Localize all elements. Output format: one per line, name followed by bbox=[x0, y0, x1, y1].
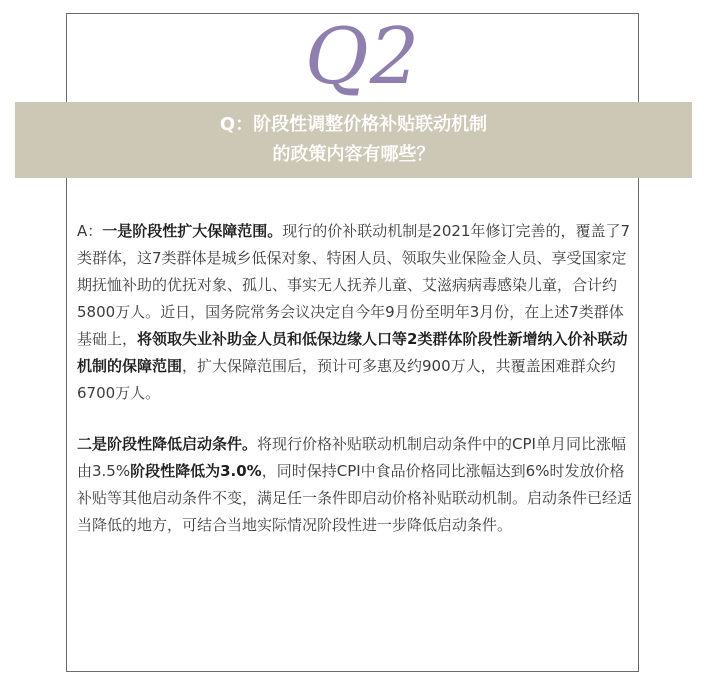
question-line-2: 的政策内容有哪些？ bbox=[272, 144, 435, 165]
answer-paragraph-1 bbox=[77, 218, 632, 407]
question-line-1: Q：阶段性调整价格补贴联动机制 bbox=[219, 114, 488, 135]
answer-body bbox=[77, 218, 632, 539]
question-banner bbox=[15, 102, 692, 178]
answer-point-2-text-end: ，同时保持CPI中食品价格同比涨幅达到6%时发放价格补贴等其他启动条件不变，满足任一条件即启动价格补贴联动机制。启动条件已经适当降低的地方，可结合当地实际情况阶段性进一步降低启动条件。 bbox=[77, 462, 633, 534]
question-number-badge: Q2 bbox=[304, 12, 421, 102]
answer-point-2-heading: 二是阶段性降低启动条件。 bbox=[77, 435, 258, 453]
answer-point-1-text-end: ，扩大保障范围后，预计可多惠及约900万人，共覆盖困难群众约6700万人。 bbox=[77, 357, 616, 402]
answer-point-1-heading: 一是阶段性扩大保障范围。 bbox=[102, 222, 283, 240]
answer-prefix: A： bbox=[77, 222, 103, 240]
answer-point-1-text: 现行的价补联动机制是2021年修订完善的，覆盖了7类群体，这7类群体是城乡低保对象、特困人员、领取失业保险金人员、享受国家定期抚恤补助的优抚对象、孤儿、事实无人抚养儿童、艾滋病病毒感染儿童，合计约5800万人。近日，国务院常务会议决定自今年9月份至明年3月份，在上述7类群体基础上， bbox=[77, 222, 631, 348]
answer-point-2-emphasis: 阶段性降低为3.0% bbox=[130, 462, 262, 480]
answer-point-2-text: 将现行价格补贴联动机制启动条件中的CPI单月同比涨幅由3.5% bbox=[77, 435, 626, 480]
answer-paragraph-2 bbox=[77, 431, 632, 539]
answer-point-1-emphasis: 将领取失业补助金人员和低保边缘人口等2类群体阶段性新增纳入价补联动机制的保障范围 bbox=[77, 330, 628, 375]
